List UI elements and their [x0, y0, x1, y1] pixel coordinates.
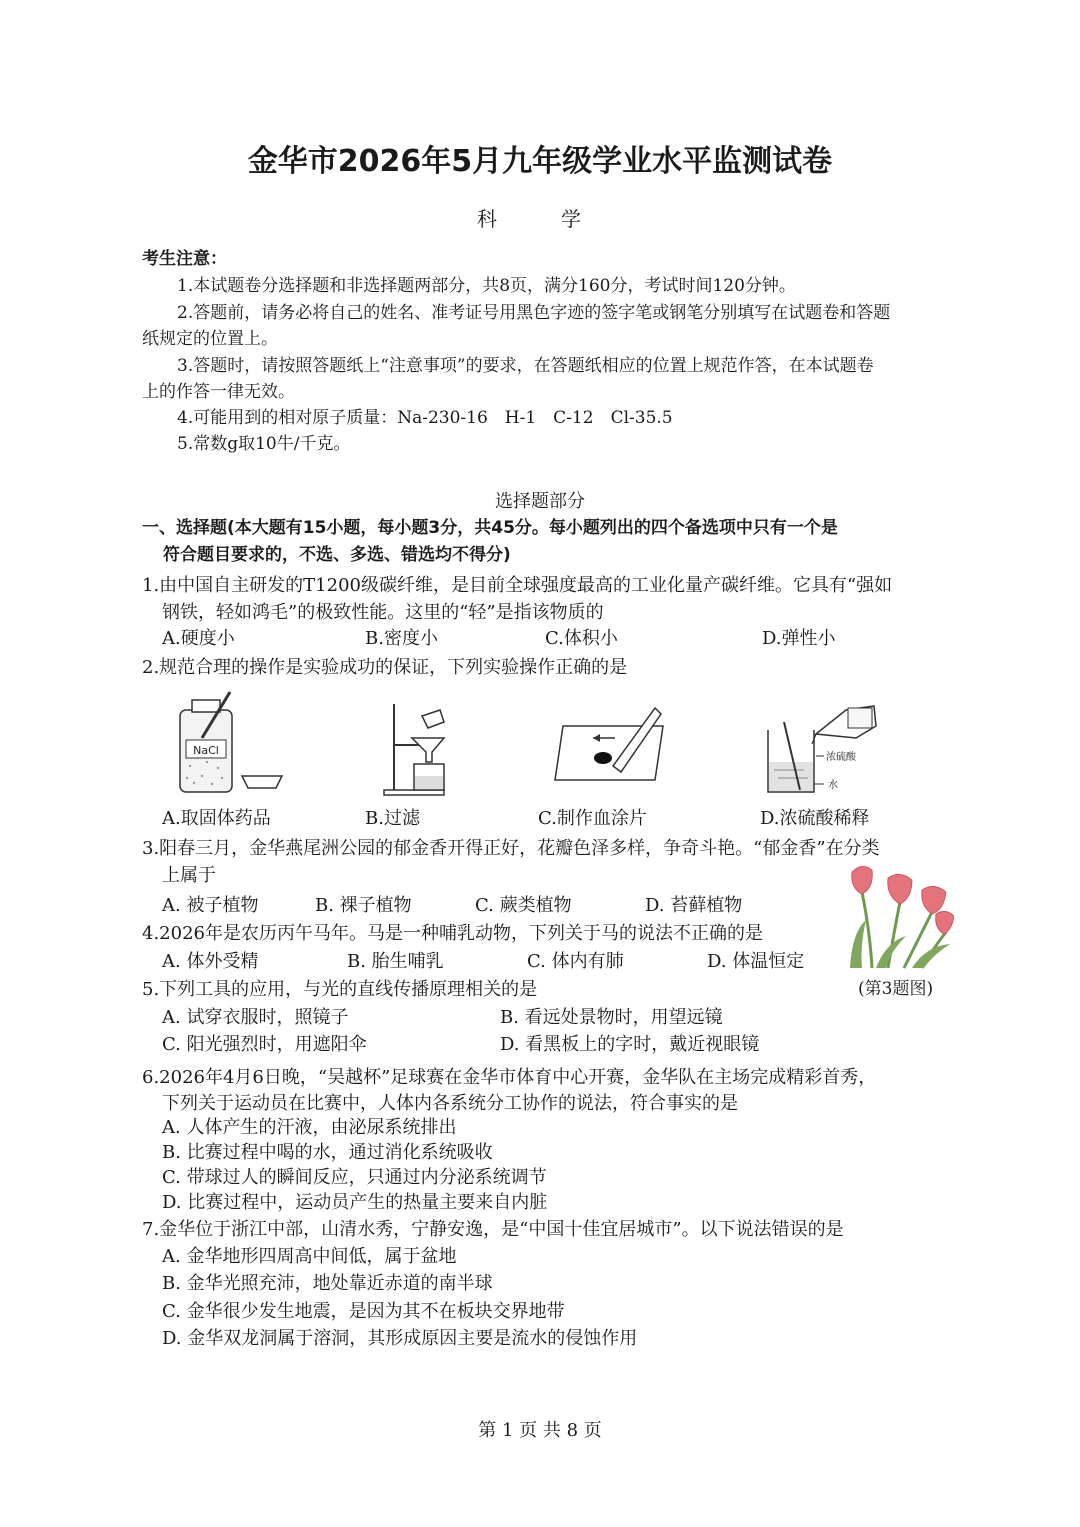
q4-option-a: A. 体外受精 [162, 951, 259, 972]
q5-option-b: B. 看远处景物时，用望远镜 [500, 1007, 723, 1028]
q2-figure-a-reagent-bottle [172, 688, 287, 798]
q3-figure-caption: (第3题图) [858, 979, 934, 999]
q1-option-d: D.弹性小 [762, 628, 836, 649]
subject-title: 科 学 [477, 207, 603, 231]
page-number: 第 1 页 共 8 页 [478, 1420, 602, 1441]
q7-stem: 7.金华位于浙江中部，山清水秀，宁静安逸，是“中国十佳宜居城市”。以下说法错误的是 [142, 1219, 844, 1240]
q3-option-c: C. 蕨类植物 [475, 895, 572, 916]
q6-stem-line-1: 6.2026年4月6日晚，“吴越杯”足球赛在金华市体育中心开赛，金华队在主场完成精彩首秀， [142, 1067, 877, 1088]
q6-option-a: A. 人体产生的汗液，由泌尿系统排出 [162, 1117, 457, 1138]
q1-option-a: A.硬度小 [162, 628, 235, 649]
q5-option-d: D. 看黑板上的字时，戴近视眼镜 [500, 1034, 760, 1055]
q5-stem: 5.下列工具的应用，与光的直线传播原理相关的是 [142, 979, 538, 1000]
notice-heading: 考生注意： [142, 249, 227, 269]
water-label: 水 [828, 780, 838, 791]
notice-item-3-line-1: 3.答题时，请按照答题纸上“注意事项”的要求，在答题纸相应的位置上规范作答，在本试题卷 [177, 356, 874, 376]
acid-label: 浓硫酸 [826, 752, 856, 763]
notice-item-2-line-2: 纸规定的位置上。 [142, 329, 278, 349]
q3-option-b: B. 裸子植物 [315, 895, 412, 916]
q1-option-c: C.体积小 [545, 628, 618, 649]
q5-option-a: A. 试穿衣服时，照镜子 [162, 1007, 349, 1028]
exam-title: 金华市2026年5月九年级学业水平监测试卷 [247, 144, 833, 179]
q4-option-b: B. 胎生哺乳 [347, 951, 444, 972]
section-heading-line-1: 一、选择题(本大题有15小题，每小题3分，共45分。每小题列出的四个备选项中只有一个是 [142, 518, 838, 538]
q3-stem-line-2: 上属于 [162, 865, 216, 886]
q2-option-c: C.制作血涂片 [538, 808, 647, 829]
notice-item-4: 4.可能用到的相对原子质量：Na-230-16 H-1 C-12 Cl-35.5 [177, 408, 673, 428]
q2-option-d: D.浓硫酸稀释 [760, 808, 870, 829]
q2-option-a: A.取固体药品 [162, 808, 271, 829]
q6-option-c: C. 带球过人的瞬间反应，只通过内分泌系统调节 [162, 1167, 547, 1188]
q7-option-a: A. 金华地形四周高中间低，属于盆地 [162, 1246, 457, 1267]
q3-figure-tulips [842, 862, 954, 970]
q6-option-d: D. 比赛过程中，运动员产生的热量主要来自内脏 [162, 1192, 548, 1213]
q3-option-a: A. 被子植物 [162, 895, 259, 916]
q5-option-c: C. 阳光强烈时，用遮阳伞 [162, 1034, 367, 1055]
q1-stem-line-1: 1.由中国自主研发的T1200级碳纤维，是目前全球强度最高的工业化量产碳纤维。它具有“强如 [142, 575, 893, 596]
q4-stem: 4.2026年是农历丙午马年。马是一种哺乳动物，下列关于马的说法不正确的是 [142, 923, 763, 944]
q2-option-b: B.过滤 [365, 808, 420, 829]
nacl-label: NaCl [193, 744, 219, 757]
q3-option-d: D. 苔藓植物 [645, 895, 743, 916]
q2-figure-b-filtration [382, 700, 457, 798]
notice-item-2-line-1: 2.答题前，请务必将自己的姓名、准考证号用黑色字迹的签字笔或钢笔分别填写在试题卷和答题 [177, 303, 891, 323]
notice-item-1: 1.本试题卷分选择题和非选择题两部分，共8页，满分160分，考试时间120分钟。 [177, 276, 796, 296]
q7-option-c: C. 金华很少发生地震，是因为其不在板块交界地带 [162, 1301, 565, 1322]
q1-option-b: B.密度小 [365, 628, 438, 649]
q2-figure-c-blood-smear [553, 706, 668, 784]
q2-stem: 2.规范合理的操作是实验成功的保证，下列实验操作正确的是 [142, 657, 628, 678]
q4-option-d: D. 体温恒定 [707, 951, 805, 972]
q6-option-b: B. 比赛过程中喝的水，通过消化系统吸收 [162, 1142, 493, 1163]
part-title: 选择题部分 [495, 491, 585, 512]
q7-option-b: B. 金华光照充沛，地处靠近赤道的南半球 [162, 1273, 493, 1294]
q7-option-d: D. 金华双龙洞属于溶洞，其形成原因主要是流水的侵蚀作用 [162, 1328, 638, 1349]
q6-stem-line-2: 下列关于运动员在比赛中，人体内各系统分工协作的说法，符合事实的是 [162, 1093, 738, 1114]
q2-figure-d-acid-dilution [764, 700, 884, 798]
notice-item-3-line-2: 上的作答一律无效。 [142, 382, 295, 402]
q4-option-c: C. 体内有肺 [527, 951, 624, 972]
section-heading-line-2: 符合题目要求的，不选、多选、错选均不得分) [163, 545, 511, 565]
notice-item-5: 5.常数g取10牛/千克。 [177, 434, 351, 454]
q1-stem-line-2: 钢铁，轻如鸿毛”的极致性能。这里的“轻”是指该物质的 [162, 602, 604, 623]
q3-stem-line-1: 3.阳春三月，金华燕尾洲公园的郁金香开得正好，花瓣色泽多样，争奇斗艳。“郁金香”在分类 [142, 838, 880, 859]
